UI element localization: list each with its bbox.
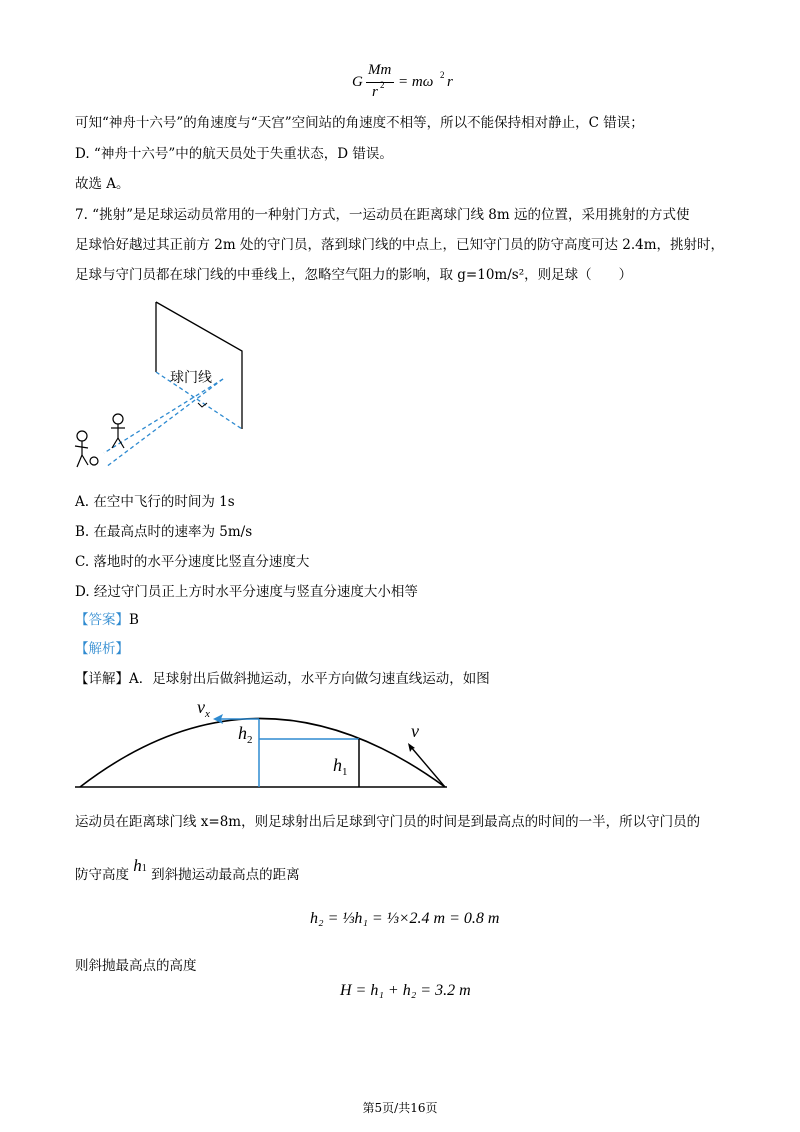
goal-line-dashed — [104, 372, 242, 467]
goal-line-label: 球门线 — [170, 370, 212, 386]
paragraph-peak-height: 则斜抛最高点的高度 — [75, 958, 197, 974]
formula-total-height: H = h₁ + h₂ = 3.2 m — [340, 982, 471, 999]
option-b: B. 在最高点时的速率为 5m/s — [75, 524, 253, 540]
question-7-line-1: 7. “挑射”是足球运动员常用的一种射门方式，一运动员在距离球门线 8m 远的位置，采用挑射的方式使 — [75, 207, 690, 223]
formula-rhs: = mω — [398, 74, 434, 90]
option-d: D. 经过守门员正上方时水平分速度与竖直分速度大小相等 — [75, 584, 418, 600]
paragraph-defense-height — [75, 856, 300, 886]
text-line-c-wrong: 可知“神舟十六号”的角速度与“天宫”空间站的角速度不相等，所以不能保持相对静止，C 错误； — [75, 115, 644, 131]
formula-rhs-exp: 2 — [440, 70, 445, 80]
h1-inline-symbol: h1 — [133, 856, 147, 875]
goal-frame — [156, 302, 242, 429]
question-7-line-3: 足球与守门员都在球门线的中垂线上，忽略空气阻力的影响，取 g=10m/s²，则足球（ ） — [75, 267, 633, 283]
detail-line — [75, 670, 490, 688]
trajectory-arc — [80, 719, 445, 788]
formula-gravity — [352, 62, 472, 104]
paragraph-defense-text-a: 防守高度 — [75, 867, 129, 883]
formula-den-exp: 2 — [380, 80, 385, 90]
question-7-line-2: 足球恰好越过其正前方 2m 处的守门员，落到球门线的中点上，已知守门员的防守高度可达 2.4m，挑射时， — [75, 237, 725, 253]
goalkeeper-figure — [111, 414, 125, 448]
option-c: C. 落地时的水平分速度比竖直分速度大 — [75, 554, 310, 570]
formula-num: Mm — [368, 62, 392, 78]
formula-rhs-r: r — [447, 74, 453, 90]
trajectory-figure — [75, 695, 475, 795]
vx-label: $v_x$ — [197, 697, 210, 720]
detail-text: A．足球射出后做斜抛运动，水平方向做匀速直线运动，如图 — [129, 671, 490, 687]
text-line-choose-a: 故选 A。 — [75, 176, 130, 192]
answer-line — [75, 611, 139, 629]
h2-label: $h_2$ — [238, 723, 253, 746]
answer-bracket: 【答案】 — [75, 612, 129, 628]
formula-den: r — [372, 84, 378, 100]
detail-bracket: 【详解】 — [75, 671, 129, 687]
answer-value: B — [129, 612, 139, 628]
player-figure — [75, 431, 88, 467]
goal-figure — [70, 295, 270, 485]
v-label: v — [411, 721, 419, 741]
formula-g: G — [352, 74, 363, 90]
paragraph-defense-text-b: 到斜抛运动最高点的距离 — [151, 867, 300, 883]
text-line-d-wrong: D. “神舟十六号”中的航天员处于失重状态，D 错误。 — [75, 146, 393, 162]
paragraph-time-half: 运动员在距离球门线 x=8m，则足球射出后足球到守门员的时间是到最高点的时间的一半，所以守门员的 — [75, 814, 701, 830]
formula-h2: h₂ = ⅓h₁ = ⅓×2.4 m = 0.8 m — [310, 910, 500, 927]
h1-label: $h_1$ — [333, 755, 348, 778]
ball — [90, 457, 98, 465]
page-footer: 第5页/共16页 — [362, 1101, 438, 1115]
analysis-heading: 【解析】 — [75, 641, 129, 657]
option-a: A. 在空中飞行的时间为 1s — [75, 494, 235, 510]
